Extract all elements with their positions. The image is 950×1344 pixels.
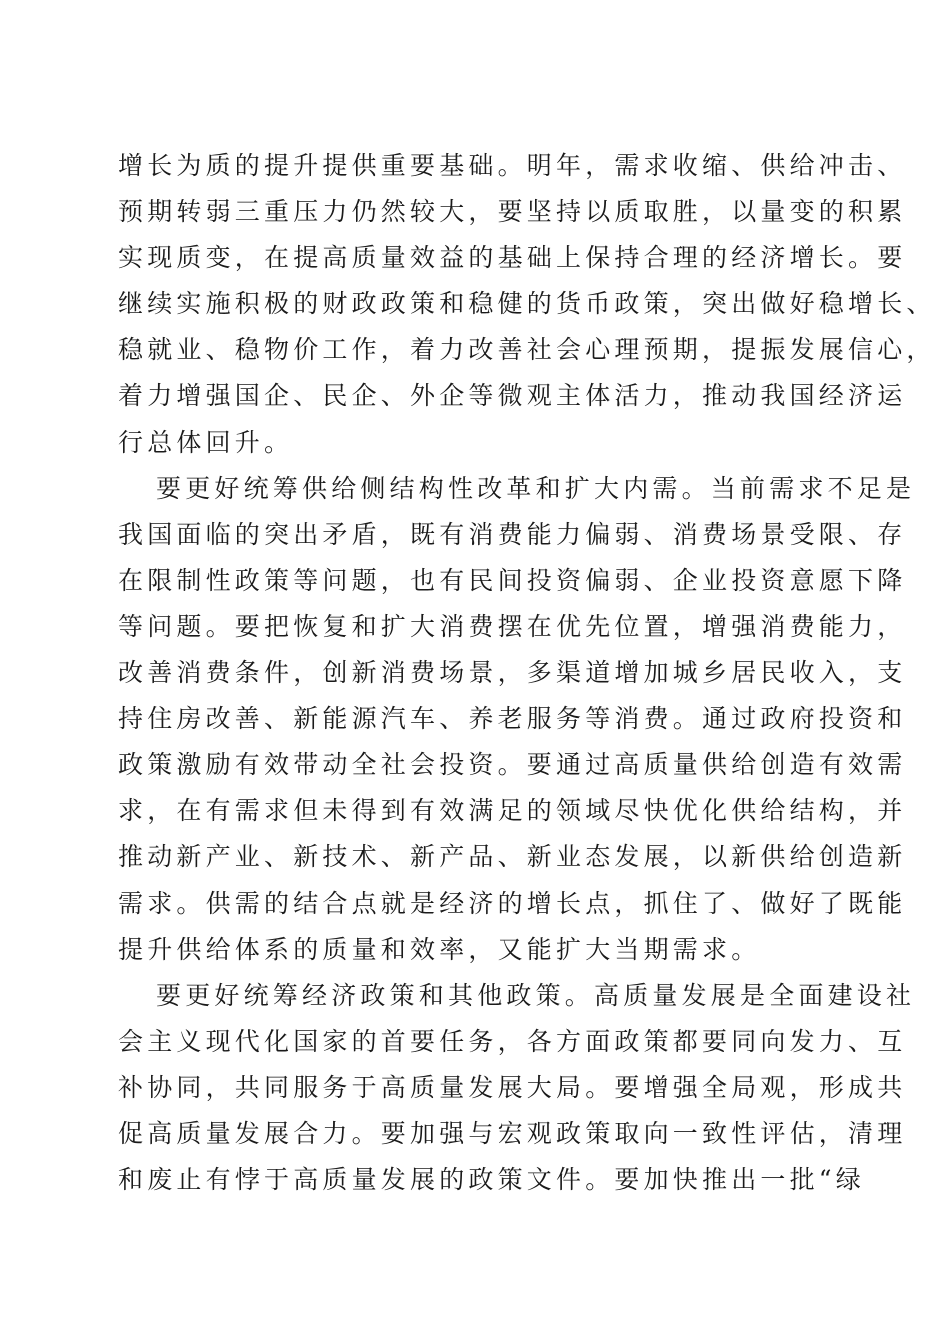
text-line: 实现质变，在提高质量效益的基础上保持合理的经济增长。要 bbox=[118, 243, 907, 273]
text-line: 要更好统筹供给侧结构性改革和扩大内需。当前需求不足是 bbox=[156, 473, 916, 503]
text-line: 我国面临的突出矛盾，既有消费能力偏弱、消费场景受限、存 bbox=[118, 519, 907, 549]
document-body bbox=[118, 143, 936, 1203]
text-line: 求，在有需求但未得到有效满足的领域尽快优化供给结构，并 bbox=[118, 796, 907, 826]
text-line: 持住房改善、新能源汽车、养老服务等消费。通过政府投资和 bbox=[118, 704, 907, 734]
text-line: 政策激励有效带动全社会投资。要通过高质量供给创造有效需 bbox=[118, 750, 907, 780]
text-line: 增长为质的提升提供重要基础。明年，需求收缩、供给冲击、 bbox=[118, 151, 907, 180]
paragraph-supply-demand bbox=[118, 466, 916, 973]
text-line: 继续实施积极的财政政策和稳健的货币政策，突出做好稳增长、 bbox=[118, 289, 936, 319]
text-line: 需求。供需的结合点就是经济的增长点，抓住了、做好了既能 bbox=[118, 888, 907, 918]
text-line: 提升供给体系的质量和效率，又能扩大当期需求。 bbox=[118, 934, 761, 964]
paragraph-continued bbox=[118, 143, 936, 466]
paragraph-policy-coordination bbox=[118, 973, 916, 1203]
text-line: 在限制性政策等问题，也有民间投资偏弱、企业投资意愿下降 bbox=[118, 565, 907, 595]
text-line: 着力增强国企、民企、外企等微观主体活力，推动我国经济运 bbox=[118, 381, 907, 411]
text-line: 要更好统筹经济政策和其他政策。高质量发展是全面建设社 bbox=[156, 980, 916, 1010]
text-line: 和废止有悖于高质量发展的政策文件。要加快推出一批“绿 bbox=[118, 1165, 865, 1195]
text-line: 推动新产业、新技术、新产品、新业态发展，以新供给创造新 bbox=[118, 842, 907, 872]
text-line: 会主义现代化国家的首要任务，各方面政策都要同向发力、互 bbox=[118, 1026, 907, 1056]
text-line: 预期转弱三重压力仍然较大，要坚持以质取胜，以量变的积累 bbox=[118, 197, 907, 227]
text-line: 改善消费条件，创新消费场景，多渠道增加城乡居民收入，支 bbox=[118, 658, 907, 688]
text-line: 稳就业、稳物价工作，着力改善社会心理预期，提振发展信心， bbox=[118, 335, 936, 365]
text-line: 补协同，共同服务于高质量发展大局。要增强全局观，形成共 bbox=[118, 1072, 907, 1102]
text-line: 行总体回升。 bbox=[118, 427, 294, 457]
text-line: 促高质量发展合力。要加强与宏观政策取向一致性评估，清理 bbox=[118, 1118, 907, 1148]
text-line: 等问题。要把恢复和扩大消费摆在优先位置，增强消费能力， bbox=[118, 611, 907, 641]
